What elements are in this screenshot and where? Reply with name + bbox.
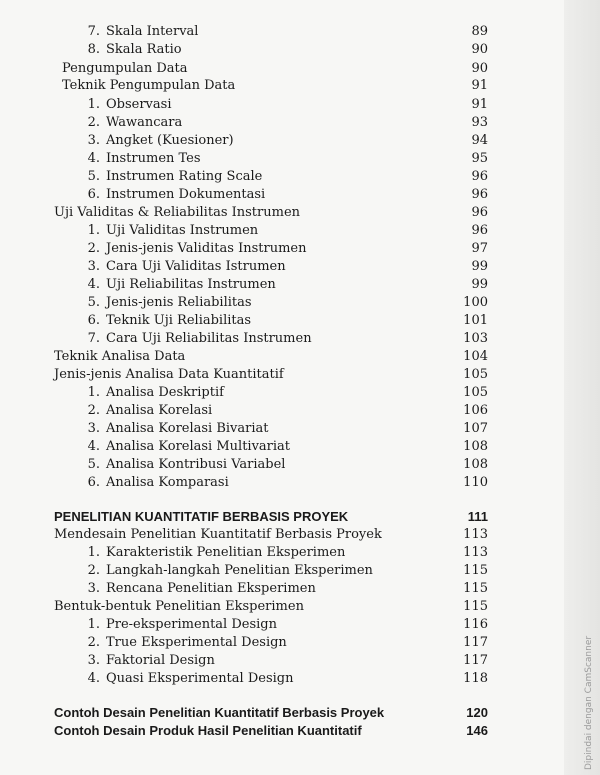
toc-entry-page: 104 bbox=[463, 349, 488, 364]
toc-entry-number: 4. bbox=[87, 671, 100, 686]
toc-entry bbox=[54, 598, 304, 616]
toc-entry-page: 96 bbox=[471, 169, 488, 184]
toc-entry-number: 4. bbox=[87, 439, 100, 454]
toc-entry-number: 2. bbox=[87, 241, 100, 256]
toc-entry-page: 95 bbox=[471, 151, 488, 166]
toc-entry-page: 117 bbox=[463, 653, 488, 668]
toc-entry-page: 96 bbox=[471, 205, 488, 220]
toc-entry bbox=[78, 456, 285, 474]
toc-entry-number: 5. bbox=[87, 169, 100, 184]
toc-entry-number: 6. bbox=[87, 187, 100, 202]
toc-entry bbox=[62, 60, 188, 78]
toc-entry-number: 2. bbox=[87, 115, 100, 130]
toc-entry-number: 6. bbox=[87, 313, 100, 328]
toc-entry-page: 103 bbox=[463, 331, 488, 346]
toc-entry-label: Instrumen Rating Scale bbox=[106, 169, 263, 184]
toc-entry-label: Quasi Eksperimental Design bbox=[106, 671, 294, 686]
toc-entry-page: 91 bbox=[471, 78, 488, 93]
toc-entry-page: 113 bbox=[463, 545, 488, 560]
toc-entry-label: Uji Validitas & Reliabilitas Instrumen bbox=[54, 205, 301, 220]
toc-entry-page: 99 bbox=[471, 277, 488, 292]
toc-entry-label: Bentuk-bentuk Penelitian Eksperimen bbox=[54, 599, 304, 614]
toc-entry bbox=[54, 366, 284, 384]
toc-entry-label: Rencana Penelitian Eksperimen bbox=[106, 581, 316, 596]
toc-entry bbox=[78, 96, 171, 114]
toc-entry-page: 94 bbox=[471, 133, 488, 148]
toc-entry-number: 7. bbox=[87, 24, 100, 39]
toc-entry-page: 91 bbox=[471, 97, 488, 112]
toc-entry bbox=[78, 312, 251, 330]
toc-entry-page: 99 bbox=[471, 259, 488, 274]
toc-entry-number: 5. bbox=[87, 457, 100, 472]
toc-entry-page: 108 bbox=[463, 439, 488, 454]
toc-entry-label: Observasi bbox=[106, 97, 172, 112]
toc-entry-label: Uji Validitas Instrumen bbox=[106, 223, 259, 238]
toc-entry bbox=[78, 240, 306, 258]
toc-entry-number: 1. bbox=[87, 385, 100, 400]
toc-entry-label: Faktorial Design bbox=[106, 653, 215, 668]
toc-entry-number: 7. bbox=[87, 331, 100, 346]
toc-entry-page: 110 bbox=[463, 475, 488, 490]
toc-entry bbox=[78, 114, 182, 132]
toc-entry-page: 107 bbox=[463, 421, 488, 436]
toc-entry bbox=[78, 258, 286, 276]
toc-entry-number: 1. bbox=[87, 223, 100, 238]
toc-entry-page: 101 bbox=[463, 313, 488, 328]
toc-entry bbox=[54, 348, 185, 366]
toc-entry-page: 97 bbox=[471, 241, 488, 256]
toc-entry-number: 3. bbox=[87, 133, 100, 148]
toc-entry-label: Skala Ratio bbox=[106, 42, 182, 57]
toc-entry-label: Teknik Uji Reliabilitas bbox=[106, 313, 252, 328]
toc-entry-number: 3. bbox=[87, 653, 100, 668]
toc-entry bbox=[78, 384, 224, 402]
toc-entry-number: 3. bbox=[87, 421, 100, 436]
toc-entry-page: 105 bbox=[463, 367, 488, 382]
toc-entry-page: 105 bbox=[463, 385, 488, 400]
toc-entry-number: 2. bbox=[87, 635, 100, 650]
toc-entry-label: Analisa Deskriptif bbox=[106, 385, 224, 400]
toc-entry-label: Instrumen Tes bbox=[106, 151, 201, 166]
toc-entry bbox=[78, 562, 373, 580]
toc-entry-page: 93 bbox=[471, 115, 488, 130]
toc-entry-number: 6. bbox=[87, 475, 100, 490]
toc-entry-label: Langkah-langkah Penelitian Eksperimen bbox=[106, 563, 373, 578]
toc-entry-label: Angket (Kuesioner) bbox=[106, 133, 234, 148]
toc-entry bbox=[54, 204, 300, 222]
toc-entry-label: Analisa Kontribusi Variabel bbox=[106, 457, 286, 472]
toc-entry-label: Uji Reliabilitas Instrumen bbox=[106, 277, 276, 292]
toc-entry-label: Contoh Desain Penelitian Kuantitatif Berbasis Proyek bbox=[54, 705, 385, 720]
toc-entry bbox=[78, 544, 345, 562]
toc-entry bbox=[78, 276, 276, 294]
toc-entry bbox=[78, 616, 277, 634]
toc-entry bbox=[78, 330, 312, 348]
toc-entry-label: Analisa Komparasi bbox=[106, 475, 229, 490]
toc-entry bbox=[78, 420, 269, 438]
toc-entry-label: Wawancara bbox=[106, 115, 183, 130]
toc-entry-page: 115 bbox=[463, 599, 488, 614]
toc-entry bbox=[62, 77, 235, 95]
toc-entry-label: Jenis-jenis Analisa Data Kuantitatif bbox=[54, 367, 284, 382]
toc-entry bbox=[78, 634, 287, 652]
toc-entry-page: 106 bbox=[463, 403, 488, 418]
toc-entry-label: Instrumen Dokumentasi bbox=[106, 187, 266, 202]
toc-entry bbox=[78, 580, 316, 598]
toc-entry-label: Analisa Korelasi Multivariat bbox=[106, 439, 291, 454]
toc-entry bbox=[78, 186, 265, 204]
toc-entry-number: 1. bbox=[87, 97, 100, 112]
toc-entry-number: 1. bbox=[87, 545, 100, 560]
toc-entry bbox=[78, 222, 258, 240]
toc-entry-label: Contoh Desain Produk Hasil Penelitian Kuantitatif bbox=[54, 723, 362, 738]
toc-entry-number: 4. bbox=[87, 277, 100, 292]
toc-entry bbox=[78, 438, 290, 456]
toc-entry-label: PENELITIAN KUANTITATIF BERBASIS PROYEK bbox=[54, 509, 349, 524]
toc-entry-label: Cara Uji Reliabilitas Instrumen bbox=[106, 331, 312, 346]
toc-entry bbox=[54, 722, 362, 740]
toc-entry-number: 2. bbox=[87, 403, 100, 418]
toc-entry-page: 116 bbox=[463, 617, 488, 632]
toc-entry-label: Teknik Pengumpulan Data bbox=[62, 78, 236, 93]
toc-entry-page: 96 bbox=[471, 223, 488, 238]
toc-entry-label: Jenis-jenis Reliabilitas bbox=[106, 295, 252, 310]
toc-entry-number: 5. bbox=[87, 295, 100, 310]
toc-entry-label: Jenis-jenis Validitas Instrumen bbox=[106, 241, 307, 256]
toc-entry-page: 90 bbox=[471, 61, 488, 76]
toc-entry bbox=[78, 474, 229, 492]
toc-entry-label: Mendesain Penelitian Kuantitatif Berbasis Proyek bbox=[54, 527, 382, 542]
scanner-watermark: Dipindai dengan CamScanner bbox=[584, 635, 594, 770]
toc-entry-page: 146 bbox=[466, 723, 488, 738]
toc-entry-label: Karakteristik Penelitian Eksperimen bbox=[106, 545, 346, 560]
toc-entry-label: Pengumpulan Data bbox=[62, 61, 188, 76]
toc-entry-number: 4. bbox=[87, 151, 100, 166]
toc-entry bbox=[54, 508, 348, 526]
toc-entry-page: 100 bbox=[463, 295, 488, 310]
toc-entry-page: 111 bbox=[467, 509, 488, 524]
toc-entry-number: 2. bbox=[87, 563, 100, 578]
toc-entry-page: 96 bbox=[471, 187, 488, 202]
toc-entry bbox=[78, 150, 201, 168]
toc-entry bbox=[78, 652, 215, 670]
toc-entry bbox=[78, 670, 293, 688]
toc-entry-label: Analisa Korelasi Bivariat bbox=[106, 421, 269, 436]
toc-entry-page: 118 bbox=[463, 671, 488, 686]
toc-entry-page: 89 bbox=[471, 24, 488, 39]
toc-entry-page: 90 bbox=[471, 42, 488, 57]
toc-entry-page: 117 bbox=[463, 635, 488, 650]
toc-entry-label: Skala Interval bbox=[106, 24, 199, 39]
toc-entry bbox=[78, 41, 182, 59]
toc-entry-label: Pre-eksperimental Design bbox=[106, 617, 277, 632]
toc-entry-page: 113 bbox=[463, 527, 488, 542]
toc-entry-page: 115 bbox=[463, 563, 488, 578]
toc-entry-label: True Eksperimental Design bbox=[106, 635, 287, 650]
toc-entry-number: 1. bbox=[87, 617, 100, 632]
toc-entry-page: 120 bbox=[466, 705, 488, 720]
toc-entry bbox=[54, 526, 382, 544]
toc-entry-number: 3. bbox=[87, 259, 100, 274]
toc-entry-number: 8. bbox=[87, 42, 100, 57]
toc-entry-label: Teknik Analisa Data bbox=[54, 349, 186, 364]
toc-entry bbox=[78, 294, 252, 312]
toc-entry bbox=[78, 402, 212, 420]
toc-entry-page: 115 bbox=[463, 581, 488, 596]
toc-entry-label: Analisa Korelasi bbox=[106, 403, 213, 418]
toc-entry bbox=[54, 704, 384, 722]
toc-entry bbox=[78, 168, 262, 186]
toc-entry bbox=[78, 132, 234, 150]
toc-entry-page: 108 bbox=[463, 457, 488, 472]
toc-entry bbox=[78, 23, 198, 41]
toc-entry-number: 3. bbox=[87, 581, 100, 596]
toc-entry-label: Cara Uji Validitas Istrumen bbox=[106, 259, 286, 274]
